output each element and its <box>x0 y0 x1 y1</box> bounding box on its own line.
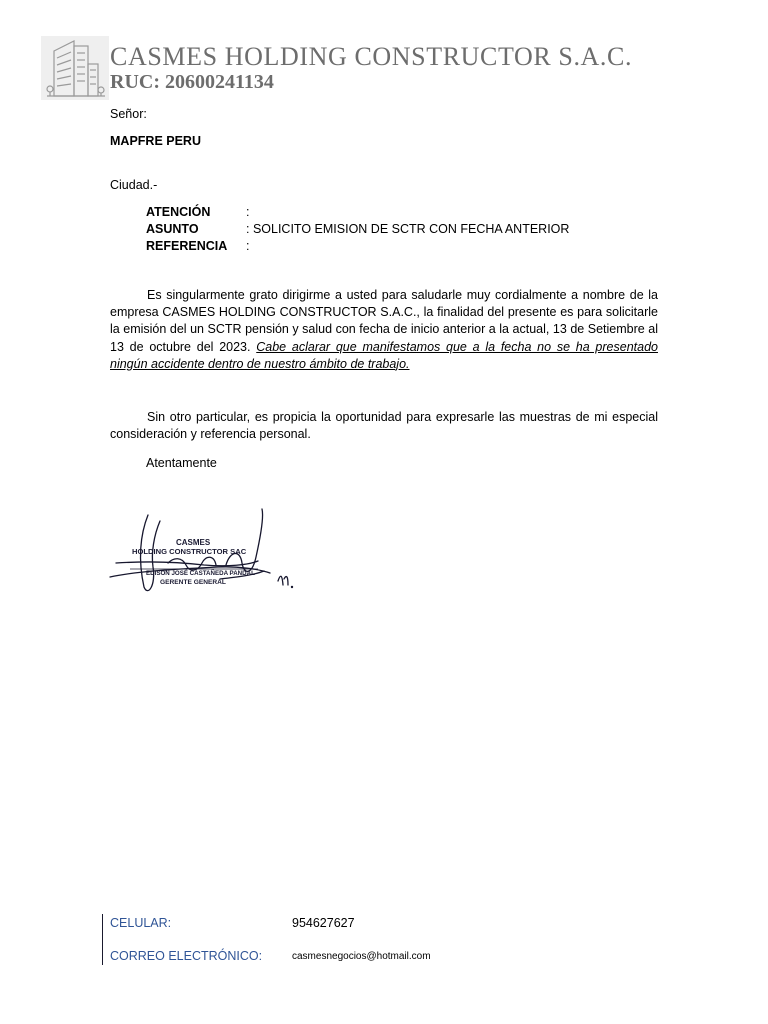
company-name: CASMES HOLDING CONSTRUCTOR S.A.C. <box>110 42 633 71</box>
svg-text:GERENTE GENERAL: GERENTE GENERAL <box>160 579 226 586</box>
field-value-referencia: : <box>246 239 250 253</box>
company-ruc: RUC: 20600241134 <box>110 71 274 93</box>
building-icon <box>41 36 109 100</box>
email-value: casmesnegocios@hotmail.com <box>292 951 431 962</box>
company-logo <box>41 36 109 100</box>
field-value-atencion: : <box>246 205 250 219</box>
field-label-asunto: ASUNTO <box>146 222 199 236</box>
field-value-asunto: : SOLICITO EMISION DE SCTR CON FECHA ANTERIOR <box>246 222 570 236</box>
body-paragraph-2: Sin otro particular, es propicia la oportunidad para expresarle las muestras de mi especial consideración y referencia personal. <box>110 410 658 442</box>
closing: Atentamente <box>146 456 217 470</box>
field-label-atencion: ATENCIÓN <box>146 205 211 219</box>
salutation: Señor: <box>110 107 147 121</box>
phone-label: CELULAR: <box>110 916 172 930</box>
body-paragraph-1-text: Es singularmente grato dirigirme a usted para saludarle muy cordialmente a nombre de la empresa CASMES HOLDING CONSTRUCTOR S.A.C., la finalidad del presente es para solicitarle la emisión del un SCTR pensión y salud con fecha de inicio anterior a la actual, 13 de Setiembre al 13 de octubre del 2023. <box>110 288 658 354</box>
footer-divider <box>102 914 103 965</box>
svg-text:EDISON JOSÉ CASTAÑEDA PANDAL: EDISON JOSÉ CASTAÑEDA PANDAL <box>146 570 255 577</box>
recipient: MAPFRE PERU <box>110 134 201 148</box>
body-paragraph-1-emphasis: Cabe aclarar que manifestamos que a la fecha no se ha presentado ningún accidente dentro de nuestro ámbito de trabajo. <box>110 339 658 371</box>
svg-text:HOLDING CONSTRUCTOR SAC: HOLDING CONSTRUCTOR SAC <box>132 547 247 556</box>
signature-stamp <box>108 505 298 597</box>
city: Ciudad.- <box>110 178 158 192</box>
email-label: CORREO ELECTRÓNICO: <box>110 949 263 963</box>
body-paragraph-1 <box>110 287 658 373</box>
phone-value: 954627627 <box>292 916 355 930</box>
signature <box>108 505 298 597</box>
svg-text:CASMES: CASMES <box>176 538 211 547</box>
field-label-referencia: REFERENCIA <box>146 239 228 253</box>
